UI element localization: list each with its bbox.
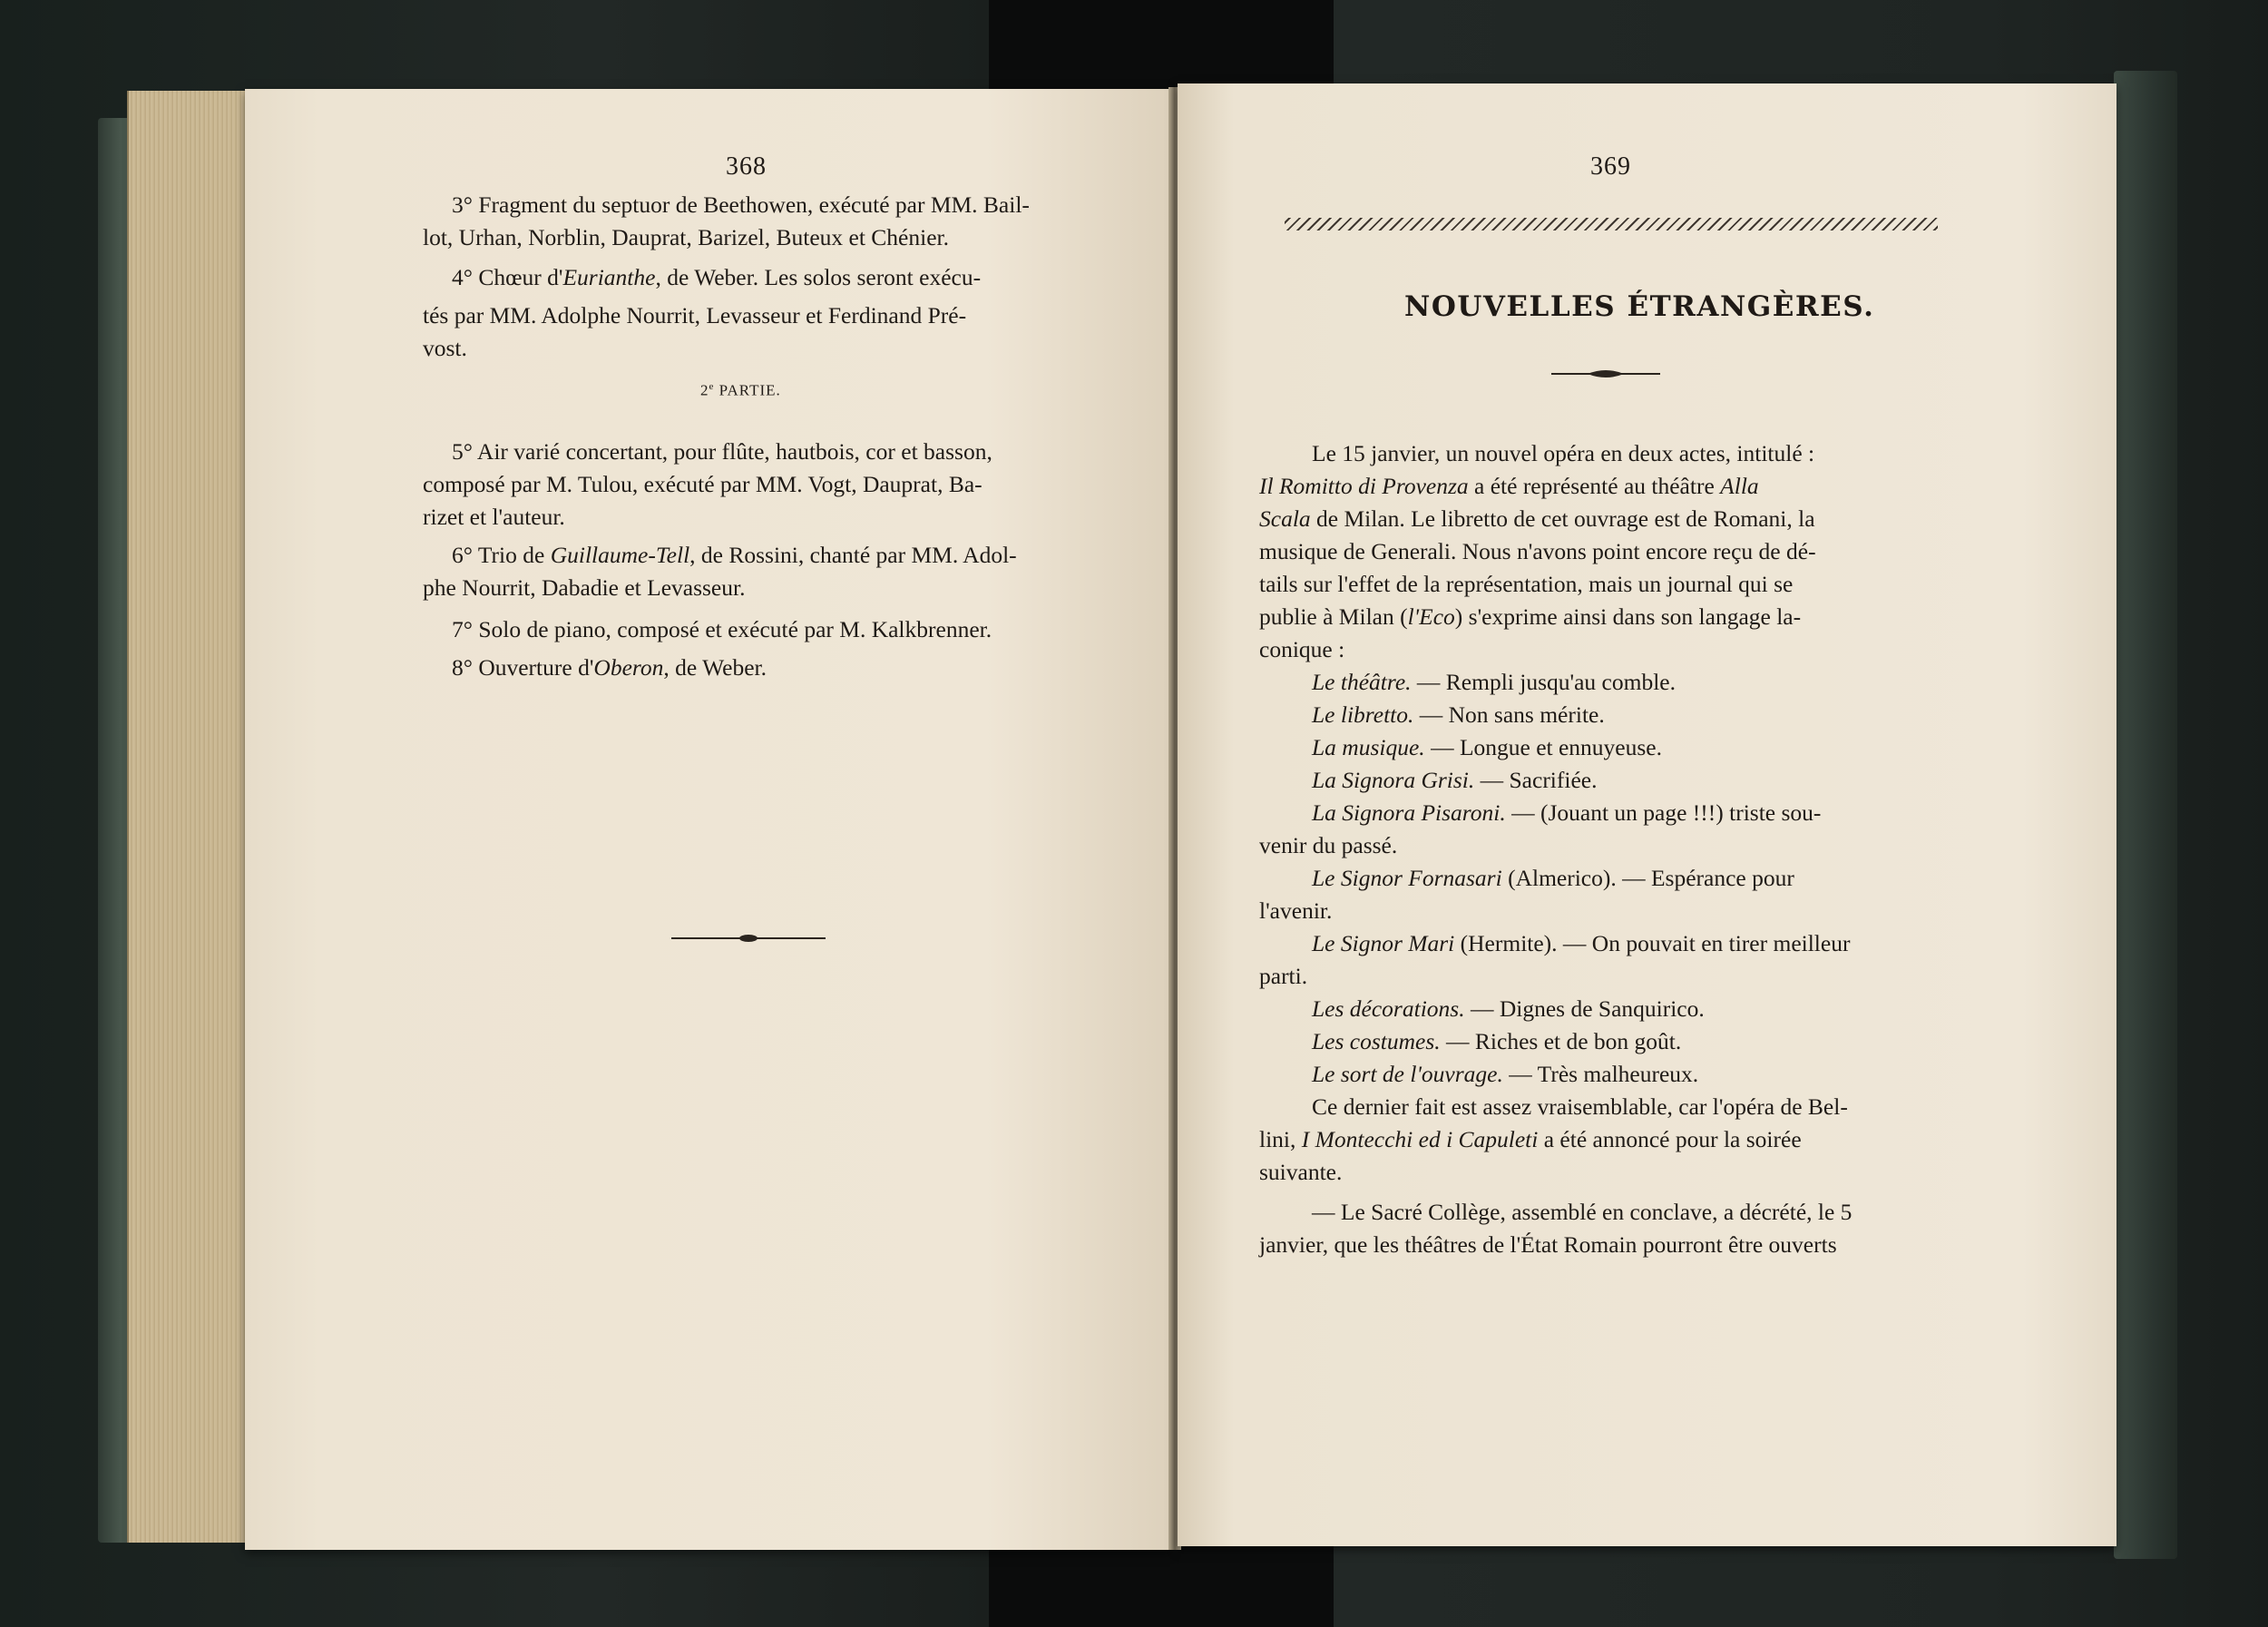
text-line: Scala de Milan. Le libretto de cet ouvrage est de Romani, la [1259,505,1815,532]
left-page [245,89,1170,1550]
text-line: parti. [1259,963,1308,989]
text-line: Ce dernier fait est assez vraisemblable, car l'opéra de Bel- [1312,1093,1848,1120]
text-line: phe Nourrit, Dabadie et Levasseur. [423,574,746,601]
text-line: musique de Generali. Nous n'avons point encore reçu de dé- [1259,538,1816,564]
text-line: tails sur l'effet de la représentation, mais un journal qui se [1259,571,1794,597]
page-number: 368 [726,152,767,181]
text-line: lini, I Montecchi ed i Capuleti a été annoncé pour la soirée [1259,1126,1802,1152]
text-line: janvier, que les théâtres de l'État Romain pourront être ouverts [1259,1231,1837,1258]
text-line: Le Signor Fornasari (Almerico). — Espérance pour [1312,865,1794,891]
text-line: l'avenir. [1259,897,1333,924]
text-line: La Signora Grisi. — Sacrifiée. [1312,767,1598,793]
text-line: Le 15 janvier, un nouvel opéra en deux actes, intitulé : [1312,440,1815,466]
text-line: vost. [423,335,467,361]
header-rule [1285,218,1938,230]
text-line: Le théâtre. — Rempli jusqu'au comble. [1312,669,1676,695]
text-line: Les décorations. — Dignes de Sanquirico. [1312,995,1705,1022]
page-number: 369 [1590,152,1631,181]
text-line: 7° Solo de piano, composé et exécuté par M. Kalkbrenner. [452,616,992,642]
text-line: La musique. — Longue et ennuyeuse. [1312,734,1662,760]
text-line: rizet et l'auteur. [423,504,565,530]
section-title: NOUVELLES ÉTRANGÈRES. [1404,290,1875,323]
text-line: Le sort de l'ouvrage. — Très malheureux. [1312,1061,1699,1087]
text-line: suivante. [1259,1159,1343,1185]
text-line: Le Signor Mari (Hermite). — On pouvait en tirer meilleur [1312,930,1851,956]
text-line: 3° Fragment du septuor de Beethowen, exécuté par MM. Bail- [452,191,1030,218]
text-line: La Signora Pisaroni. — (Jouant un page !!!) triste sou- [1312,799,1822,826]
text-line: 8° Ouverture d'Oberon, de Weber. [452,654,767,681]
book-cover-right [2114,71,2177,1559]
ornament-divider [1551,368,1660,379]
right-page [1178,83,2116,1546]
text-line: venir du passé. [1259,832,1398,858]
text-line: 6° Trio de Guillaume-Tell, de Rossini, chanté par MM. Adol- [452,542,1017,568]
text-line: tés par MM. Adolphe Nourrit, Levasseur et Ferdinand Pré- [423,302,967,328]
ornament-divider [671,933,826,944]
text-line: lot, Urhan, Norblin, Dauprat, Barizel, Buteux et Chénier. [423,224,949,250]
page-edges [127,91,256,1543]
text-line: conique : [1259,636,1345,662]
text-line: Les costumes. — Riches et de bon goût. [1312,1028,1682,1054]
text-line: Le libretto. — Non sans mérite. [1312,701,1605,728]
text-line: 4° Chœur d'Eurianthe, de Weber. Les solos seront exécu- [452,264,982,290]
section-heading: 2e PARTIE. [700,381,781,399]
text-line: Il Romitto di Provenza a été représenté au théâtre Alla [1259,473,1759,499]
text-line: — Le Sacré Collège, assemblé en conclave, a décrété, le 5 [1312,1199,1853,1225]
text-line: 5° Air varié concertant, pour flûte, hautbois, cor et basson, [452,438,992,465]
text-line: composé par M. Tulou, exécuté par MM. Vogt, Dauprat, Ba- [423,471,982,497]
text-line: publie à Milan (l'Eco) s'exprime ainsi dans son langage la- [1259,603,1802,630]
